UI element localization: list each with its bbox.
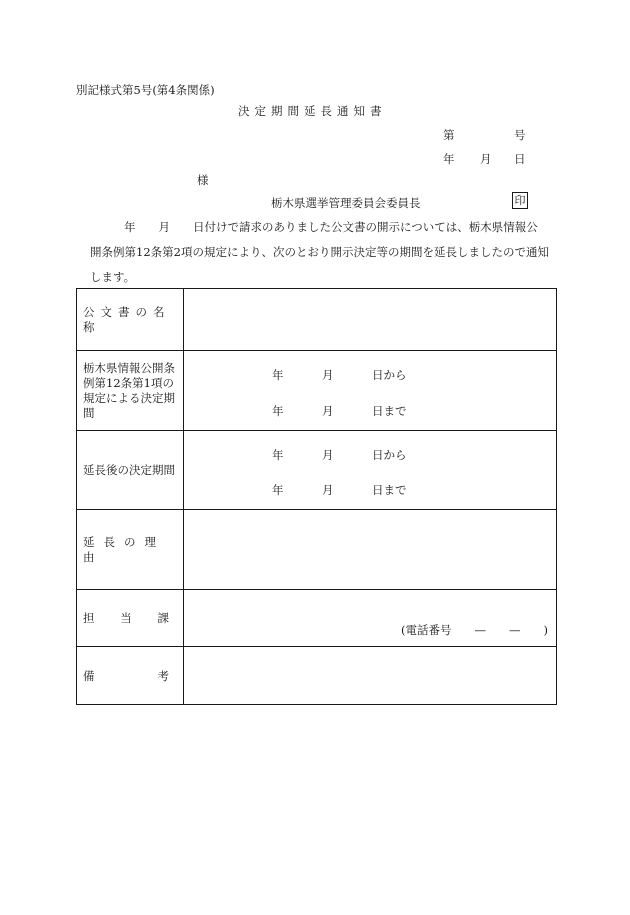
remarks-label-chars [83, 669, 179, 684]
date-year: 年 [443, 152, 455, 166]
body-text [76, 215, 556, 290]
reason-label: 延長の理由 [77, 510, 184, 590]
period-year: 年 [272, 483, 284, 497]
dept-label-char: 当 [120, 610, 132, 625]
notice-table [76, 288, 557, 705]
original-period-label-line: 例第12条第1項の [83, 375, 174, 390]
period-month: 月 [322, 483, 334, 497]
dept-label [77, 590, 184, 647]
phone-number-text: (電話番号 — — ) [401, 623, 548, 637]
original-period-label [77, 351, 184, 431]
doc-name-value[interactable] [184, 289, 557, 351]
period-from-row [272, 367, 407, 383]
period-month: 月 [322, 404, 334, 418]
original-period-label-line: 栃木県情報公開条 [83, 360, 175, 375]
table-row [77, 431, 557, 510]
form-label: 別記様式第5号(第4条関係) [76, 83, 215, 97]
recipient-suffix: 様 [197, 173, 209, 187]
table-row [77, 289, 557, 351]
date-day: 日 [514, 152, 526, 166]
remarks-label-char: 考 [157, 669, 169, 683]
period-day: 日まで [372, 404, 407, 418]
period-day: 日から [372, 368, 407, 382]
period-year: 年 [272, 368, 284, 382]
period-month: 月 [322, 448, 334, 462]
dept-label-char: 課 [157, 610, 169, 625]
original-period-label-line: 規定による決定期 [83, 390, 175, 405]
table-row [77, 510, 557, 590]
remarks-label [77, 647, 184, 705]
period-to-row [272, 403, 407, 419]
period-year: 年 [272, 448, 284, 462]
period-year: 年 [272, 404, 284, 418]
remarks-value[interactable] [184, 647, 557, 705]
remarks-label-char: 備 [83, 669, 95, 683]
period-day: 日まで [372, 483, 407, 497]
period-to-row [272, 482, 407, 498]
period-day: 日から [372, 448, 407, 462]
table-row [77, 647, 557, 705]
number-gou: 号 [514, 128, 526, 142]
table-row [77, 590, 557, 647]
document-title: 決定期間延長通知書 [238, 104, 387, 118]
seal-mark: 印 [512, 192, 528, 209]
reason-value[interactable] [184, 510, 557, 590]
table-row [77, 351, 557, 431]
body-line-2: 開条例第12条第2項の規定により、次のとおり開示決定等の期間を延長しましたので通知 [90, 245, 549, 259]
original-period-label-line: 間 [83, 405, 95, 420]
period-month: 月 [322, 368, 334, 382]
date-month: 月 [480, 152, 492, 166]
body-line-1: 年 月 日付けで請求のありました公文書の開示については、栃木県情報公 [124, 220, 538, 234]
original-period-value[interactable] [184, 351, 557, 431]
body-line-3: します。 [90, 270, 136, 284]
doc-name-label: 公文書の名称 [77, 289, 184, 351]
extended-period-label: 延長後の決定期間 [77, 431, 184, 510]
dept-value[interactable] [184, 590, 557, 647]
dept-label-chars [83, 611, 179, 626]
extended-period-value[interactable] [184, 431, 557, 510]
period-from-row [272, 447, 407, 463]
dept-label-char: 担 [83, 610, 95, 625]
sender-name: 栃木県選挙管理委員会委員長 [271, 196, 421, 210]
number-dai: 第 [443, 128, 455, 142]
